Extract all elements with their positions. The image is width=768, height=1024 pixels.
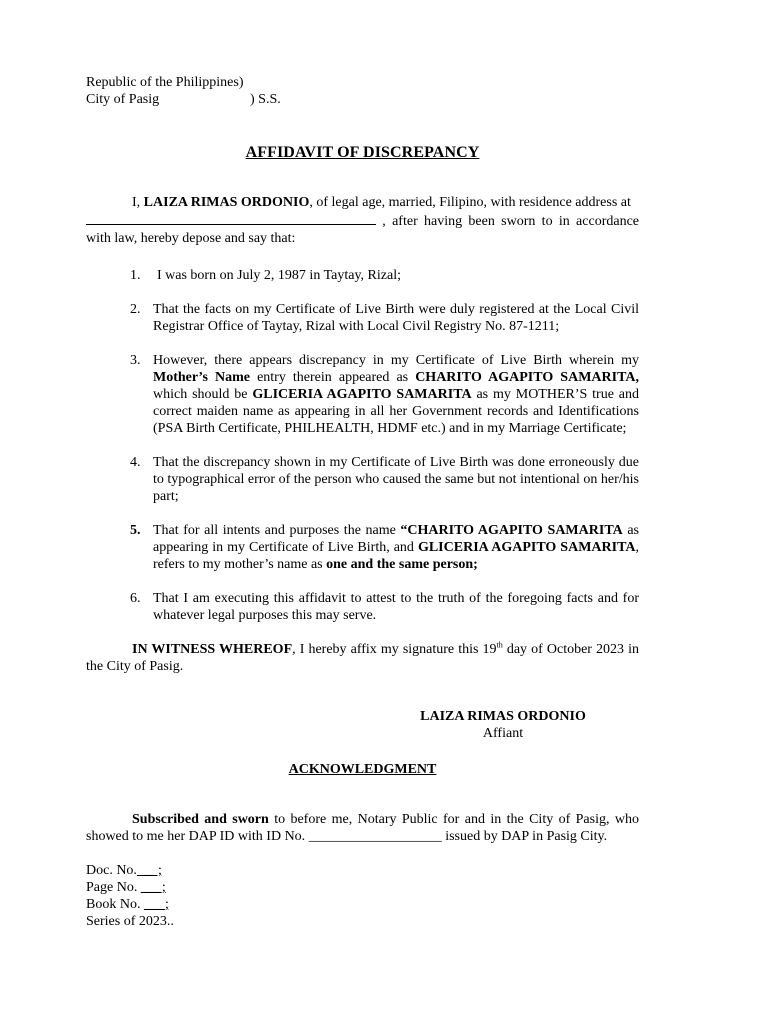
- item-text: as appearing in my Certificate of Live Birth, and: [153, 523, 639, 555]
- intro-text-1: , of legal age, married, Filipino, with residence address at: [309, 195, 631, 210]
- signatory-name: LAIZA RIMAS ORDONIO: [420, 709, 586, 724]
- intro-text-2: , after having been sworn to in accordance with law, hereby depose and say that:: [86, 214, 639, 246]
- doc-no-label: Doc. No.: [86, 863, 137, 878]
- notarial-register-block: [86, 862, 639, 930]
- intro-prefix: I,: [132, 195, 144, 210]
- page-no-label: Page No.: [86, 880, 141, 895]
- ack-bold: Subscribed and sworn: [132, 812, 269, 827]
- item-number: 5.: [130, 523, 141, 538]
- item-bold: CHARITO AGAPITO SAMARITA,: [415, 370, 639, 385]
- item-text: I was born on July 2, 1987 in Taytay, Rizal;: [157, 268, 401, 283]
- item-text: entry therein appeared as: [250, 370, 416, 385]
- witness-text-2: day of October 2023 in the City of Pasig.: [86, 642, 639, 674]
- item-text: That for all intents and purposes the name: [153, 523, 401, 538]
- list-item: [86, 352, 639, 437]
- item-bold: GLICERIA AGAPITO SAMARITA: [417, 540, 636, 555]
- acknowledgment-heading: ACKNOWLEDGMENT: [288, 762, 437, 777]
- book-no-blank: ___;: [143, 897, 169, 912]
- item-number: 1.: [130, 268, 141, 283]
- witness-sup: th: [496, 640, 503, 650]
- series-line: Series of 2023..: [86, 914, 174, 929]
- item-bold: Mother’s Name: [153, 370, 250, 385]
- item-text: That I am executing this affidavit to attest to the truth of the foregoing facts and for whatever legal purposes this may serve.: [153, 591, 639, 623]
- item-text: However, there appears discrepancy in my Certificate of Live Birth wherein my: [153, 353, 639, 368]
- ack-text-2: issued by DAP in Pasig City.: [441, 829, 608, 844]
- item-bold: one and the same person;: [326, 557, 478, 572]
- statement-list: [86, 267, 639, 624]
- signatory-role: Affiant: [482, 726, 524, 741]
- witness-bold: IN WITNESS WHEREOF: [132, 642, 293, 657]
- item-text: which should be: [153, 387, 253, 402]
- venue-city: City of Pasig: [86, 92, 160, 107]
- residence-address-blank: [86, 211, 376, 225]
- list-item: [86, 267, 639, 284]
- item-text: That the discrepancy shown in my Certificate of Live Birth was done erroneously due to typographical error of the person who caused the same but not intentional on her/his part;: [153, 455, 639, 504]
- venue-country: Republic of the Philippines): [86, 75, 244, 90]
- item-number: 6.: [130, 591, 141, 606]
- intro-paragraph: [86, 194, 639, 247]
- book-no-label: Book No.: [86, 897, 144, 912]
- list-item: [86, 301, 639, 335]
- item-number: 3.: [130, 353, 141, 368]
- list-item: [86, 454, 639, 505]
- item-bold: GLICERIA AGAPITO SAMARITA: [252, 387, 472, 402]
- affidavit-page: [86, 74, 639, 930]
- witness-text-1: , I hereby affix my signature this 19: [292, 642, 497, 657]
- item-number: 2.: [130, 302, 141, 317]
- item-text: , refers to my mother’s name as: [153, 540, 639, 572]
- id-number-blank: ___________________: [308, 829, 442, 844]
- list-item: [86, 590, 639, 624]
- page-no-blank: ___;: [140, 880, 166, 895]
- acknowledgment-paragraph: [86, 811, 639, 845]
- item-text: That the facts on my Certificate of Live Birth were duly registered at the Local Civil Registrar Office of Taytay, Rizal with Local Civil Registry No. 87-1211;: [153, 302, 639, 334]
- affiant-name: LAIZA RIMAS ORDONIO: [143, 195, 310, 210]
- ack-text-1: to before me, Notary Public for and in the City of Pasig, who showed to me her DAP ID with ID No.: [86, 812, 639, 844]
- item-number: 4.: [130, 455, 141, 470]
- venue-block: [86, 74, 639, 108]
- venue-ss: ) S.S.: [250, 92, 281, 107]
- doc-no-blank: __ ;: [136, 863, 162, 878]
- signature-block: [368, 708, 638, 742]
- list-item: [86, 522, 639, 573]
- item-text: as my MOTHER’S true and correct maiden name as appearing in all her Government records and Identifications (PSA Birth Certificate, PHILHEALTH, HDMF etc.) and in my Marriage Certificate;: [153, 387, 640, 436]
- witness-paragraph: [86, 641, 639, 675]
- document-title: AFFIDAVIT OF DISCREPANCY: [245, 144, 480, 161]
- item-bold: “CHARITO AGAPITO SAMARITA: [400, 523, 623, 538]
